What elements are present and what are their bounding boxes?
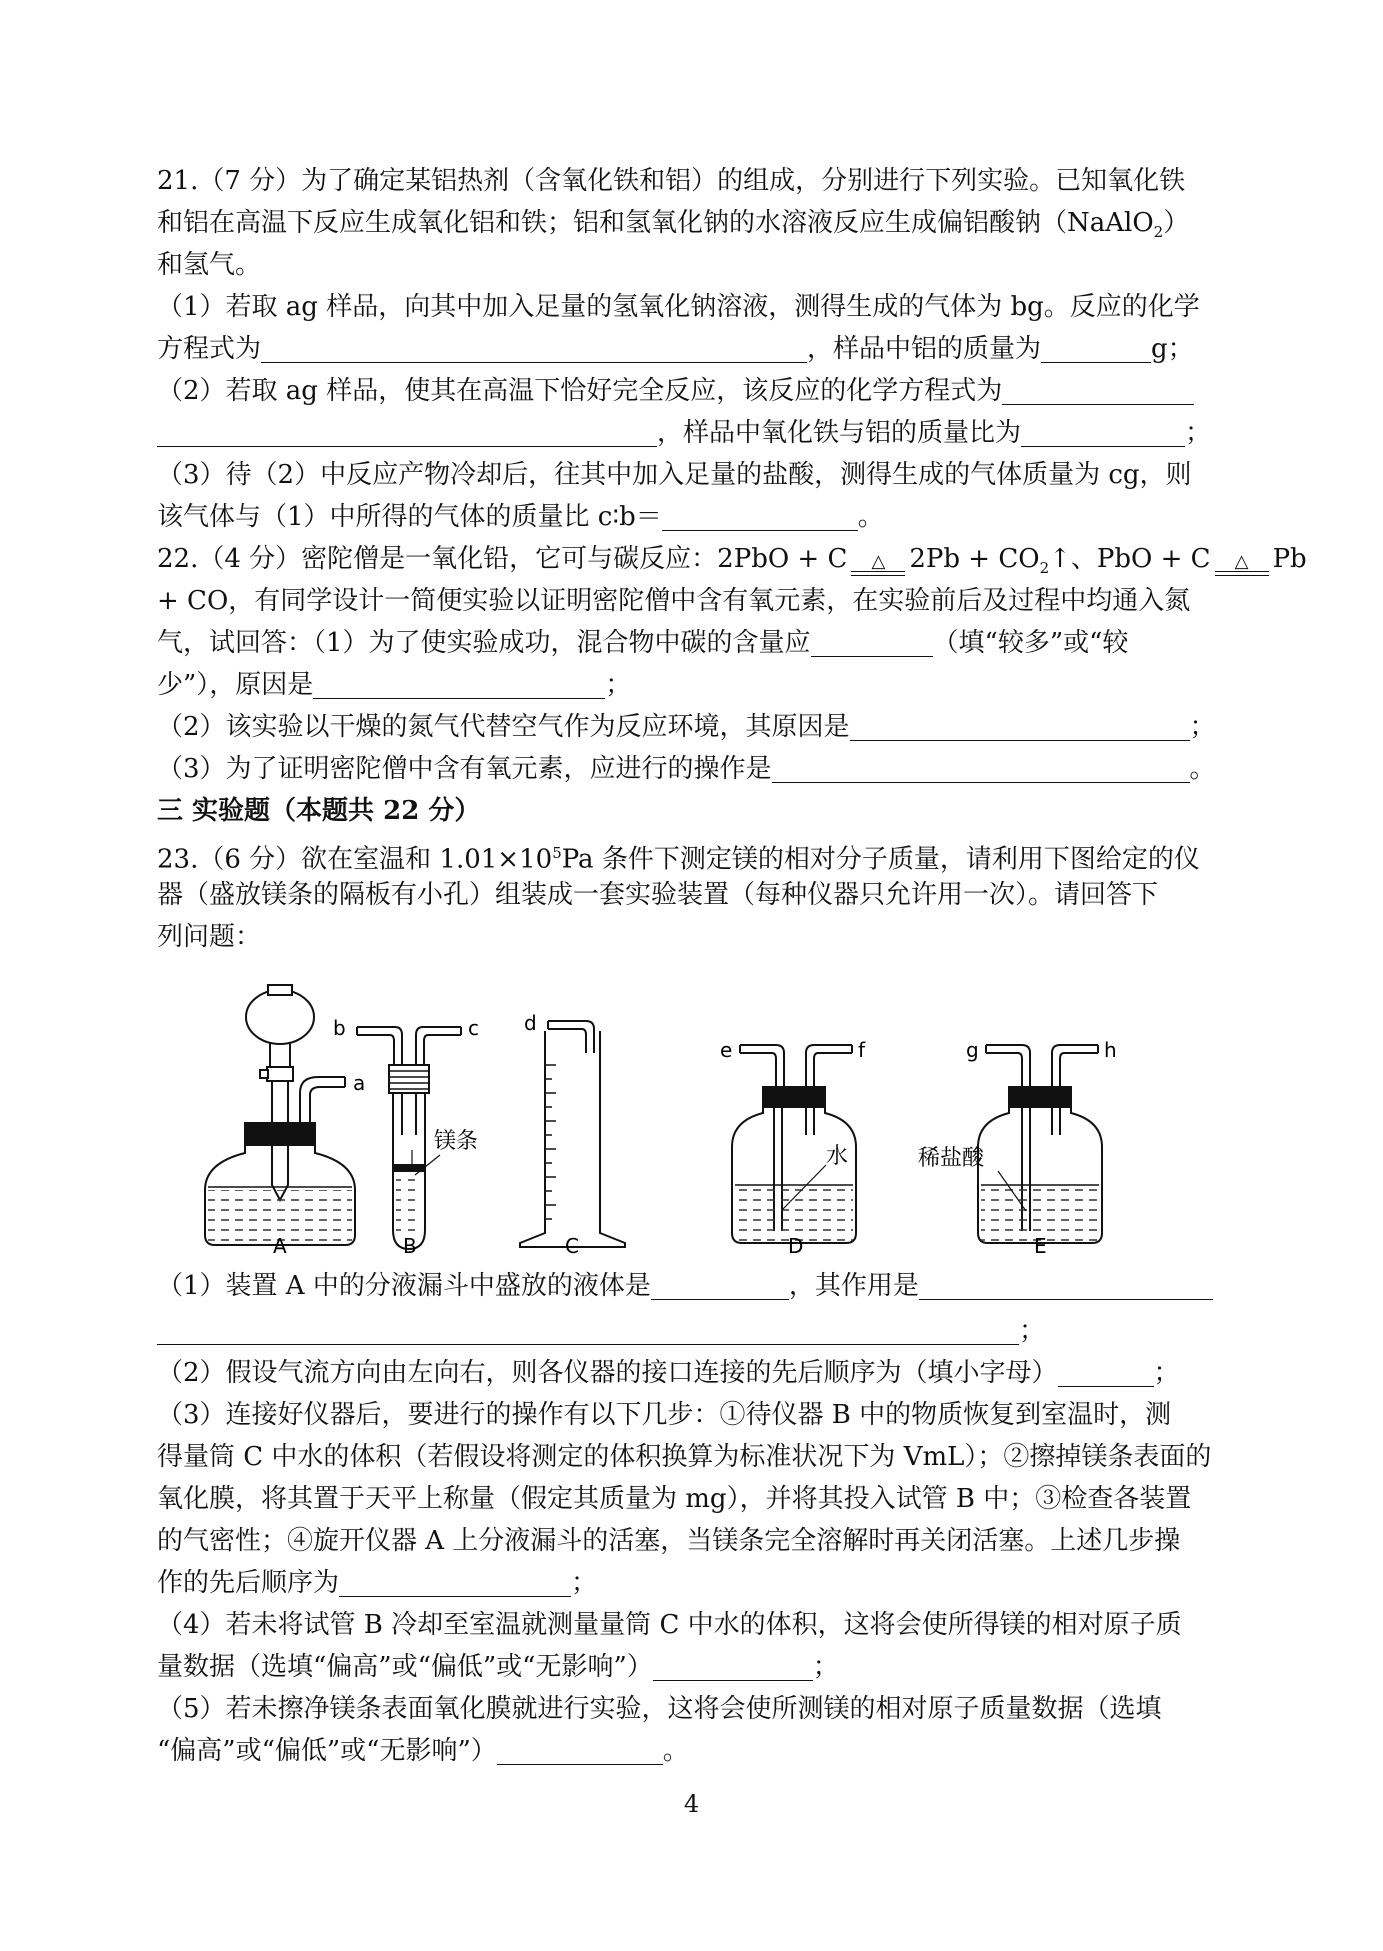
apparatus-e-label: E [1034,1234,1047,1258]
magnesium-ribbon-label: 镁条 [434,1129,479,1154]
q23-part3-line3: 氧化膜，将其置于天平上称量（假定其质量为 mg），并将其投入试管 B 中；③检查各装置 [157,1484,1192,1514]
q23-part3-line5: 作的先后顺序为 ； [157,1568,598,1598]
heat-condition-sign: △ [847,554,909,576]
answer-blank[interactable] [772,752,1190,783]
q23-part2: （2）假设气流方向由左向右，则各仪器的接口连接的先后顺序为（填小字母） ； [157,1358,1180,1388]
apparatus-b-label: B [403,1234,417,1258]
q23-part1-line2: ； [157,1310,1237,1352]
q23-part3-line2: 得量筒 C 中水的体积（若假设将测定的体积换算为标准状况下为 VmL）；②擦掉镁条表面的 [157,1442,1212,1472]
answer-blank[interactable] [1058,1356,1154,1387]
answer-blank[interactable] [157,416,657,447]
apparatus-c-label: C [565,1234,579,1258]
port-b-label: b [333,1016,346,1040]
q21-line3: 和氢气。 [157,250,262,280]
answer-blank[interactable] [662,500,858,531]
q21-line1: 21.（7 分）为了确定某铝热剂（含氧化铁和铝）的组成，分别进行下列实验。已知氧化铁 [157,166,1186,196]
answer-blank[interactable] [850,710,1190,741]
q23-part5-line2: “偏高”或“偏低”或“无影响”） 。 [157,1736,689,1766]
cylinder-graduations [546,1065,556,1219]
apparatus-figure [150,975,1260,1260]
q21-part2-line1: （2）若取 ag 样品，使其在高温下恰好完全反应，该反应的化学方程式为 [157,370,1237,412]
q23-part4-line2: 量数据（选填“偏高”或“偏低”或“无影响”） ； [157,1652,839,1682]
port-e-label: e [720,1038,733,1062]
q21-part2-line2: ，样品中氧化铁与铝的质量比为 ； [157,412,1237,454]
answer-blank[interactable] [497,1734,663,1765]
answer-blank[interactable] [157,1314,1019,1345]
answer-blank[interactable] [811,626,933,657]
apparatus-c [520,1021,625,1247]
q23-part3-line1: （3）连接好仪器后，要进行的操作有以下几步：①待仪器 B 中的物质恢复到室温时，测 [157,1400,1172,1430]
port-c-label: c [468,1016,479,1040]
q22-part2: （2）该实验以干燥的氮气代替空气作为反应环境，其原因是 ； [157,712,1216,742]
apparatus-e [978,1045,1102,1243]
q21-line2: 和铝在高温下反应生成氧化铝和铁；铝和氢氧化钠的水溶液反应生成偏铝酸钠（NaAlO$_2$） [157,208,1190,242]
q23-part1-line1: （1）装置 A 中的分液漏斗中盛放的液体是 ，其作用是 [157,1265,1237,1307]
q22-part3: （3）为了证明密陀僧中含有氧元素，应进行的操作是 。 [157,754,1216,784]
water-label: 水 [826,1144,849,1169]
port-a-label: a [353,1071,366,1095]
q21-part1-line1: （1）若取 ag 样品，向其中加入足量的氢氧化钠溶液，测得生成的气体为 bg。反应的化学 [157,292,1200,322]
page-number: 4 [683,1790,700,1818]
answer-blank[interactable] [1002,374,1194,405]
q22-line1: 22.（4 分）密陀僧是一氧化铅，它可与碳反应：2PbO + C △ $2Pb + CO_2↑$、PbO + C △ Pb [157,544,1307,578]
answer-blank[interactable] [1021,416,1185,447]
dilute-hcl-label: 稀盐酸 [918,1146,985,1171]
apparatus-d-label: D [788,1234,804,1258]
answer-blank[interactable] [261,332,807,363]
section-heading: 三 实验题（本题共 22 分） [157,796,481,826]
port-d-label: d [524,1011,537,1035]
q22-line4: 少”），原因是 ； [157,670,632,700]
q23-line3: 列问题： [157,922,262,952]
q22-line3: 气，试回答：（1）为了使实验成功，混合物中碳的含量应 （填“较多”或“较 [157,628,1129,658]
apparatus-a-label: A [273,1234,287,1258]
port-h-label: h [1104,1038,1117,1062]
q23-part5-line1: （5）若未擦净镁条表面氧化膜就进行实验，这将会使所测镁的相对原子质量数据（选填 [157,1694,1162,1724]
q22-line2: + CO，有同学设计一简便实验以证明密陀僧中含有氧元素，在实验前后及过程中均通入氮 [157,586,1191,616]
q21-part3-line2: 该气体与（1）中所得的气体的质量比 c∶b＝ 。 [157,502,884,532]
q23-part3-line4: 的气密性；④旋开仪器 A 上分液漏斗的活塞，当镁条完全溶解时再关闭活塞。上述几步操 [157,1526,1181,1556]
answer-blank[interactable] [651,1269,789,1300]
q21-part3-line1: （3）待（2）中反应产物冷却后，往其中加入足量的盐酸，测得生成的气体质量为 cg，则 [157,460,1192,490]
port-f-label: f [858,1038,866,1062]
answer-blank[interactable] [919,1269,1213,1300]
q23-line2: 器（盛放镁条的隔板有小孔）组装成一套实验装置（每种仪器只允许用一次）。请回答下 [157,880,1159,910]
answer-blank[interactable] [653,1650,813,1681]
q21-part1-line2: 方程式为 ，样品中铝的质量为 g； [157,334,1194,364]
answer-blank[interactable] [313,668,605,699]
heat-condition-sign: △ [1211,554,1273,576]
answer-blank[interactable] [1041,332,1151,363]
port-g-label: g [966,1038,979,1062]
q23-line1: 23.（6 分）欲在室温和 $1.01\times 10^5Pa$ 条件下测定镁的相对分子质量，请利用下图给定的仪 [157,844,1200,875]
q23-part4-line1: （4）若未将试管 B 冷却至室温就测量量筒 C 中水的体积，这将会使所得镁的相对原子质 [157,1610,1182,1640]
answer-blank[interactable] [339,1566,571,1597]
